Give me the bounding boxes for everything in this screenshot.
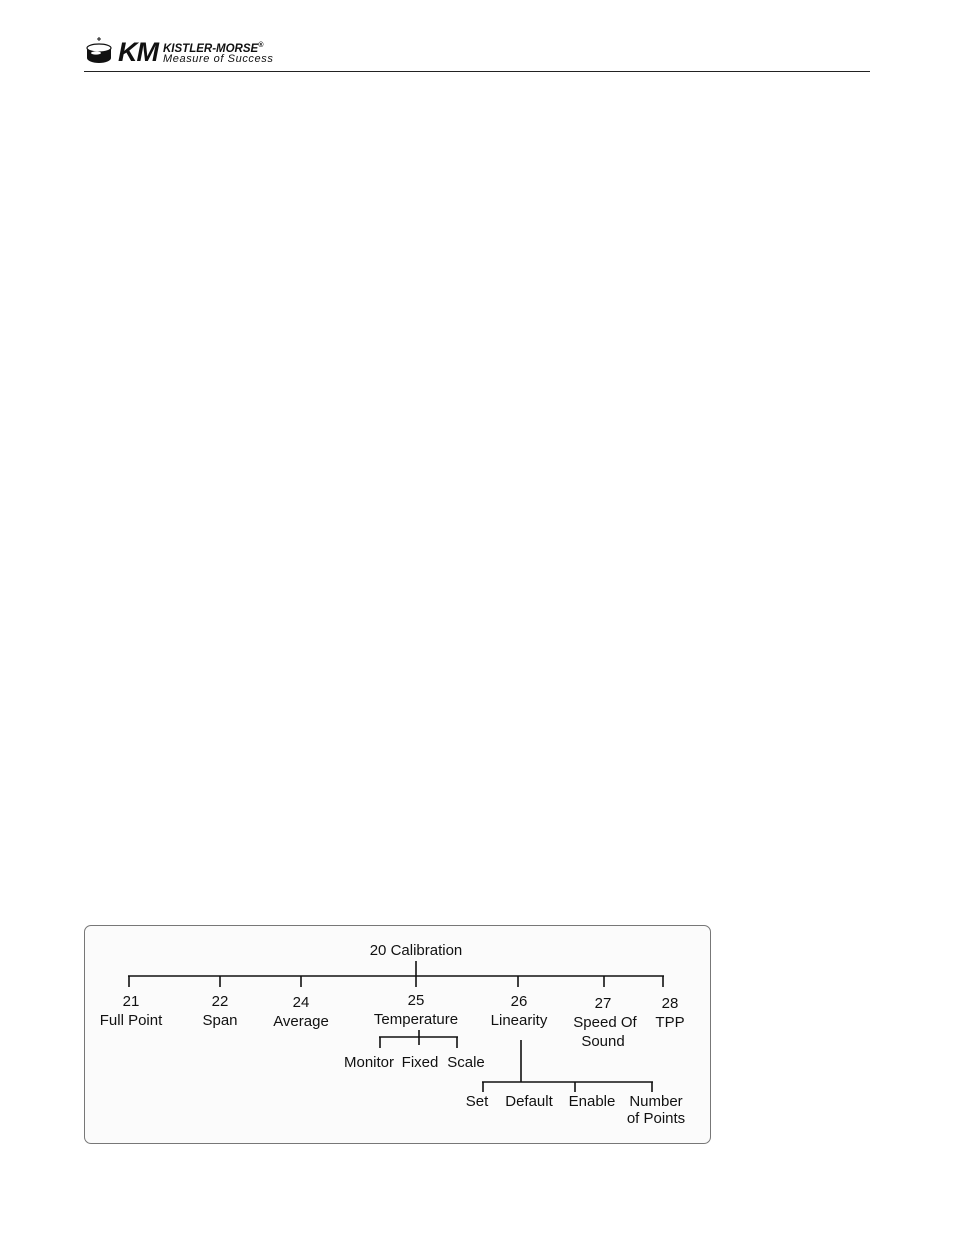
item-28-label: TPP (655, 1014, 685, 1031)
linearity-child-set: Set (465, 1093, 489, 1110)
item-24-label: Average (273, 1013, 329, 1030)
temperature-child-monitor: Monitor (343, 1054, 395, 1071)
temperature-child-scale: Scale (447, 1054, 485, 1071)
item-24-number: 24 (292, 994, 310, 1011)
item-26-label: Linearity (490, 1012, 548, 1029)
number-of-points-line-1: Number (629, 1093, 683, 1110)
item-27-number: 27 (594, 995, 612, 1012)
logo-initials: KM (118, 37, 158, 67)
item-25-number: 25 (407, 992, 425, 1009)
item-22-number: 22 (211, 993, 229, 1010)
calibration-menu-figure (84, 925, 711, 1144)
speed-of-sound-line-1: Speed Of (573, 1014, 637, 1031)
tree-root-label: 20 Calibration (369, 942, 463, 959)
item-21-number: 21 (122, 993, 140, 1010)
linearity-child-number-of-points (627, 1093, 685, 1127)
linearity-child-default: Default (505, 1093, 553, 1110)
item-28-number: 28 (661, 995, 679, 1012)
calibration-menu-tree (85, 926, 712, 1145)
logo-tagline: Measure of Success (163, 53, 274, 65)
linearity-child-enable: Enable (568, 1093, 616, 1110)
registered-mark: ® (258, 42, 264, 49)
page-header (0, 0, 954, 80)
kistler-morse-logo (84, 36, 284, 70)
item-22-label: Span (202, 1012, 238, 1029)
company-name-text: KISTLER-MORSE (163, 42, 259, 55)
speed-of-sound-line-2: Sound (581, 1033, 625, 1050)
item-27-label (573, 1014, 637, 1050)
item-25-label: Temperature (373, 1011, 459, 1028)
header-divider (84, 71, 870, 72)
logo-mark-icon (84, 36, 114, 68)
item-21-label: Full Point (99, 1012, 163, 1029)
number-of-points-line-2: of Points (626, 1110, 686, 1127)
temperature-child-fixed: Fixed (401, 1054, 439, 1071)
item-26-number: 26 (510, 993, 528, 1010)
